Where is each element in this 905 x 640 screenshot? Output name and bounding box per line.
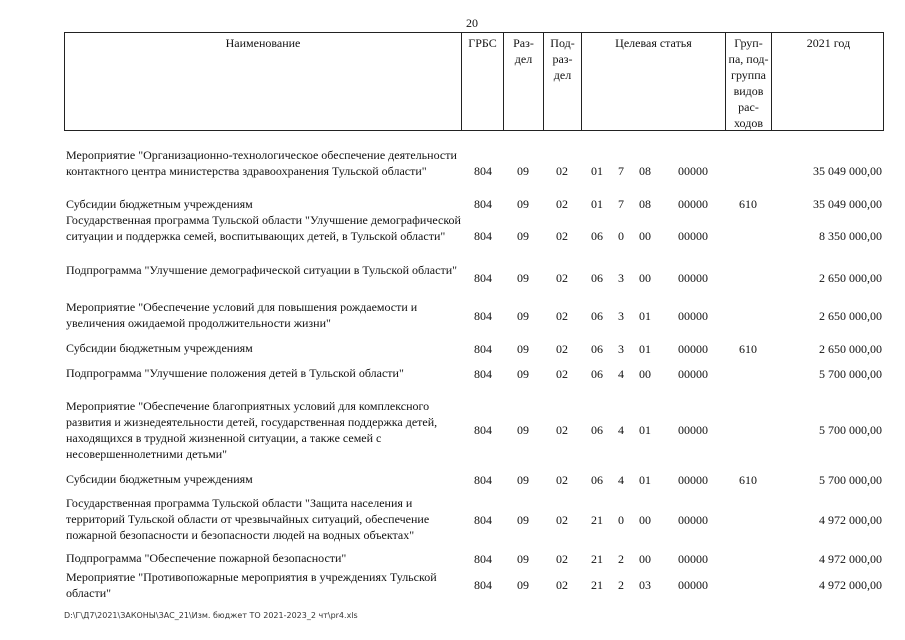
cell-vr: 610 (739, 473, 757, 487)
cell-c3: 08 (639, 197, 651, 211)
table-row (64, 365, 884, 381)
cell-c2: 2 (618, 552, 624, 566)
file-path-footer: D:\Г\Д7\2021\ЗАКОНЫ\ЗАС_21\Изм. бюджет ТО 2021-2023_2 чт\pr4.xls (64, 611, 358, 620)
row-name: Субсидии бюджетным учреждениям (66, 472, 253, 486)
cell-c3: 03 (639, 578, 651, 592)
cell-c1: 01 (591, 197, 603, 211)
cell-sum: 35 049 000,00 (813, 197, 882, 211)
page-number: 20 (466, 16, 478, 30)
cell-c4: 00000 (678, 309, 708, 323)
cell-c4: 00000 (678, 342, 708, 356)
cell-pr: 02 (556, 513, 568, 527)
row-name: Мероприятие "Противопожарные мероприятия в учреждениях Тульской области" (66, 570, 437, 600)
cell-c4: 00000 (678, 552, 708, 566)
table-row (64, 569, 884, 601)
cell-rz: 09 (517, 342, 529, 356)
table-row (64, 262, 884, 294)
cell-c2: 3 (618, 342, 624, 356)
cell-c2: 7 (618, 164, 624, 178)
cell-c3: 01 (639, 309, 651, 323)
cell-c3: 01 (639, 423, 651, 437)
table-header (64, 32, 884, 131)
cell-c4: 00000 (678, 473, 708, 487)
row-name: Подпрограмма "Обеспечение пожарной безопасности" (66, 551, 347, 565)
cell-sum: 4 972 000,00 (819, 513, 882, 527)
cell-c2: 2 (618, 578, 624, 592)
cell-grbs: 804 (474, 271, 492, 285)
cell-c4: 00000 (678, 513, 708, 527)
row-name: Субсидии бюджетным учреждениям (66, 197, 253, 211)
table-row (64, 550, 884, 566)
cell-pr: 02 (556, 342, 568, 356)
cell-pr: 02 (556, 423, 568, 437)
cell-c3: 00 (639, 271, 651, 285)
table-row (64, 299, 884, 331)
cell-pr: 02 (556, 552, 568, 566)
row-name: Мероприятие "Обеспечение условий для повышения рождаемости и увеличения ожидаемой продолжительности жизни" (66, 300, 418, 330)
cell-sum: 5 700 000,00 (819, 367, 882, 381)
cell-c4: 00000 (678, 197, 708, 211)
cell-rz: 09 (517, 229, 529, 243)
cell-c3: 00 (639, 513, 651, 527)
row-name: Подпрограмма "Улучшение положения детей в Тульской области" (66, 366, 404, 380)
row-name: Государственная программа Тульской области "Улучшение демографической ситуации и поддержка семей, воспитывающих детей, в Тульской области" (66, 213, 461, 243)
cell-c1: 06 (591, 423, 603, 437)
cell-rz: 09 (517, 578, 529, 592)
cell-grbs: 804 (474, 367, 492, 381)
cell-sum: 8 350 000,00 (819, 229, 882, 243)
header-celevaya: Целевая статья (615, 36, 692, 50)
cell-c4: 00000 (678, 423, 708, 437)
cell-grbs: 804 (474, 578, 492, 592)
cell-rz: 09 (517, 552, 529, 566)
cell-rz: 09 (517, 309, 529, 323)
table-row (64, 147, 884, 195)
cell-c3: 01 (639, 473, 651, 487)
row-name: Мероприятие "Обеспечение благоприятных условий для комплексного развития и жизнедеятельности детей, государственная поддержка детей, находящихся в трудной жизненной ситуации, а также семей с несовершеннолетними детьми" (66, 399, 438, 461)
table-row (64, 495, 884, 543)
cell-grbs: 804 (474, 473, 492, 487)
cell-c2: 3 (618, 309, 624, 323)
cell-vr: 610 (739, 342, 757, 356)
cell-rz: 09 (517, 473, 529, 487)
row-name: Субсидии бюджетным учреждениям (66, 341, 253, 355)
cell-rz: 09 (517, 513, 529, 527)
table-row (64, 471, 884, 487)
cell-c1: 06 (591, 271, 603, 285)
header-podrazdel: Под- раз- дел (550, 36, 575, 82)
cell-pr: 02 (556, 229, 568, 243)
header-grbs: ГРБС (468, 36, 497, 50)
cell-sum: 5 700 000,00 (819, 423, 882, 437)
cell-pr: 02 (556, 473, 568, 487)
cell-grbs: 804 (474, 164, 492, 178)
cell-pr: 02 (556, 164, 568, 178)
cell-c4: 00000 (678, 367, 708, 381)
cell-sum: 2 650 000,00 (819, 342, 882, 356)
row-name: Государственная программа Тульской области "Защита населения и территорий Тульской области от чрезвычайных ситуаций, обеспечение пожарной безопасности и безопасности людей на водных объектах" (66, 496, 430, 542)
cell-c3: 01 (639, 342, 651, 356)
cell-grbs: 804 (474, 513, 492, 527)
table-row (64, 398, 884, 462)
row-name: Подпрограмма "Улучшение демографической ситуации в Тульской области" (66, 263, 458, 277)
cell-c1: 06 (591, 309, 603, 323)
cell-c4: 00000 (678, 164, 708, 178)
cell-sum: 2 650 000,00 (819, 309, 882, 323)
cell-grbs: 804 (474, 309, 492, 323)
cell-rz: 09 (517, 164, 529, 178)
header-gruppa: Груп- па, под- группа видов рас- ходов (728, 36, 769, 130)
cell-pr: 02 (556, 367, 568, 381)
cell-c1: 21 (591, 513, 603, 527)
cell-grbs: 804 (474, 229, 492, 243)
table-row (64, 212, 884, 260)
cell-c2: 7 (618, 197, 624, 211)
cell-c2: 0 (618, 513, 624, 527)
cell-c2: 4 (618, 367, 624, 381)
cell-c2: 4 (618, 423, 624, 437)
cell-c3: 00 (639, 229, 651, 243)
cell-vr: 610 (739, 197, 757, 211)
cell-sum: 2 650 000,00 (819, 271, 882, 285)
cell-sum: 4 972 000,00 (819, 578, 882, 592)
cell-grbs: 804 (474, 342, 492, 356)
cell-grbs: 804 (474, 197, 492, 211)
cell-rz: 09 (517, 197, 529, 211)
cell-c1: 21 (591, 578, 603, 592)
cell-c1: 21 (591, 552, 603, 566)
cell-c2: 4 (618, 473, 624, 487)
cell-grbs: 804 (474, 423, 492, 437)
cell-sum: 35 049 000,00 (813, 164, 882, 178)
cell-grbs: 804 (474, 552, 492, 566)
cell-c1: 01 (591, 164, 603, 178)
cell-rz: 09 (517, 367, 529, 381)
cell-pr: 02 (556, 578, 568, 592)
cell-c1: 06 (591, 367, 603, 381)
cell-pr: 02 (556, 309, 568, 323)
cell-rz: 09 (517, 271, 529, 285)
header-razdel: Раз- дел (513, 36, 534, 66)
row-name: Мероприятие "Организационно-технологическое обеспечение деятельности контактного центра министерства здравоохранения Тульской области" (66, 148, 457, 178)
header-name: Наименование (225, 36, 301, 50)
cell-c2: 0 (618, 229, 624, 243)
cell-c4: 00000 (678, 578, 708, 592)
cell-sum: 5 700 000,00 (819, 473, 882, 487)
table-row (64, 196, 884, 212)
cell-c2: 3 (618, 271, 624, 285)
cell-c4: 00000 (678, 229, 708, 243)
cell-c3: 08 (639, 164, 651, 178)
cell-sum: 4 972 000,00 (819, 552, 882, 566)
table-row (64, 340, 884, 356)
cell-c3: 00 (639, 367, 651, 381)
cell-c1: 06 (591, 342, 603, 356)
cell-pr: 02 (556, 271, 568, 285)
cell-c1: 06 (591, 473, 603, 487)
cell-c1: 06 (591, 229, 603, 243)
cell-rz: 09 (517, 423, 529, 437)
cell-c3: 00 (639, 552, 651, 566)
header-year: 2021 год (806, 36, 851, 50)
cell-c4: 00000 (678, 271, 708, 285)
cell-pr: 02 (556, 197, 568, 211)
